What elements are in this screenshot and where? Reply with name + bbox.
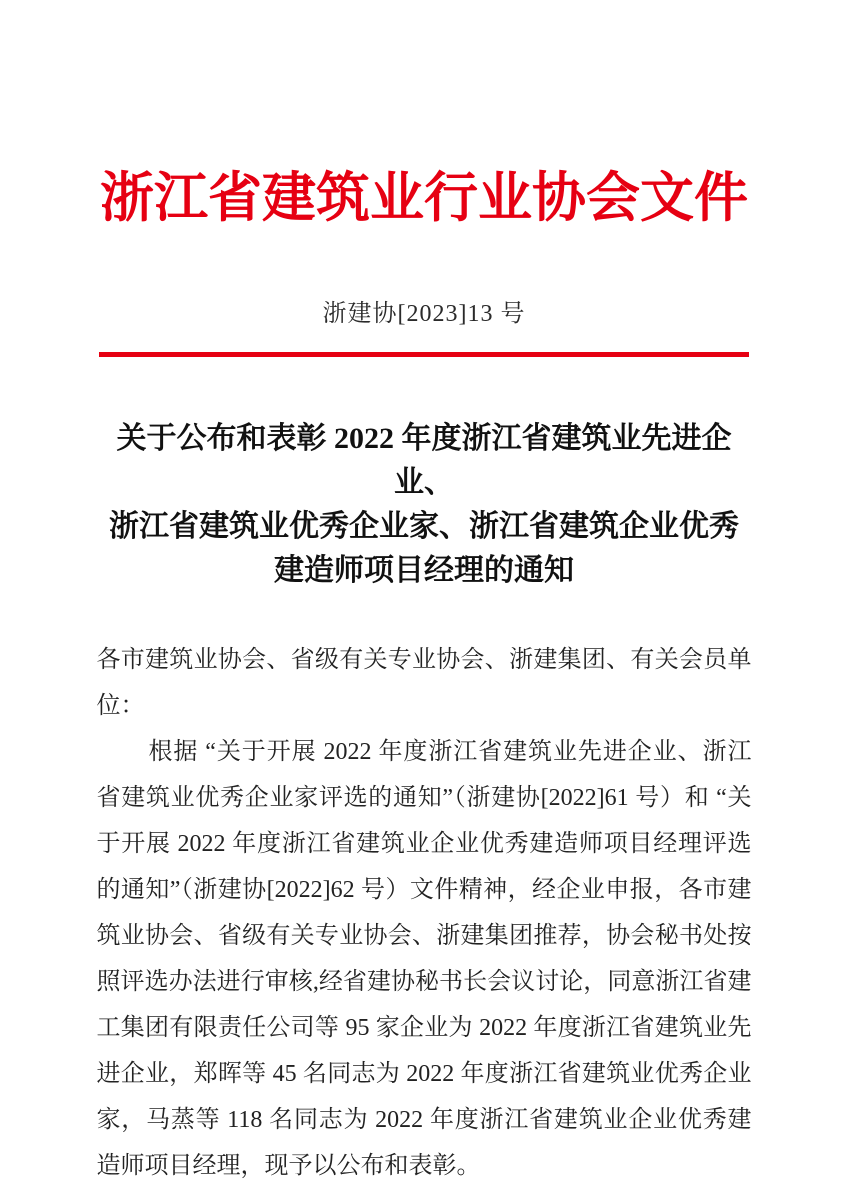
- red-divider-line: [99, 352, 749, 357]
- notice-title: [94, 417, 754, 593]
- salutation-line: 各市建筑业协会、省级有关专业协会、浙建集团、有关会员单位：: [96, 647, 752, 719]
- notice-title-line-2: 浙江省建筑业优秀企业家、浙江省建筑企业优秀: [109, 510, 739, 543]
- notice-body: [97, 637, 752, 1189]
- notice-title-line-1: 关于公布和表彰 2022 年度浙江省建筑业先进企业、: [116, 422, 732, 499]
- body-paragraph: 根据 “关于开展 2022 年度浙江省建筑业先进企业、浙江省建筑业优秀企业家评选的通知”（浙建协[2022]61 号）和 “关于开展 2022 年度浙江省建筑业企业优秀建造师项目经理评选的通知”（浙建协[2022]62 号）文件精神，经企业申报，各市建筑业协会、省级有关专业协会、浙建集团推荐，协会秘书处按照评选办法进行审核,经省建协秘书长会议讨论，同意浙江省建工集团有限责任公司等 95 家企业为 2022 年度浙江省建筑业先进企业，郑晖等 45 名同志为 2022 年度浙江省建筑业优秀企业家，马蒸等 118 名同志为 2022 年度浙江省建筑业企业优秀建造师项目经理，现予以公布和表彰。: [96, 739, 752, 1179]
- document-number: 浙建协[2023]13 号: [322, 301, 526, 327]
- document-header-title: 浙江省建筑业行业协会文件: [100, 168, 748, 228]
- notice-title-line-3: 建造师项目经理的通知: [274, 554, 574, 587]
